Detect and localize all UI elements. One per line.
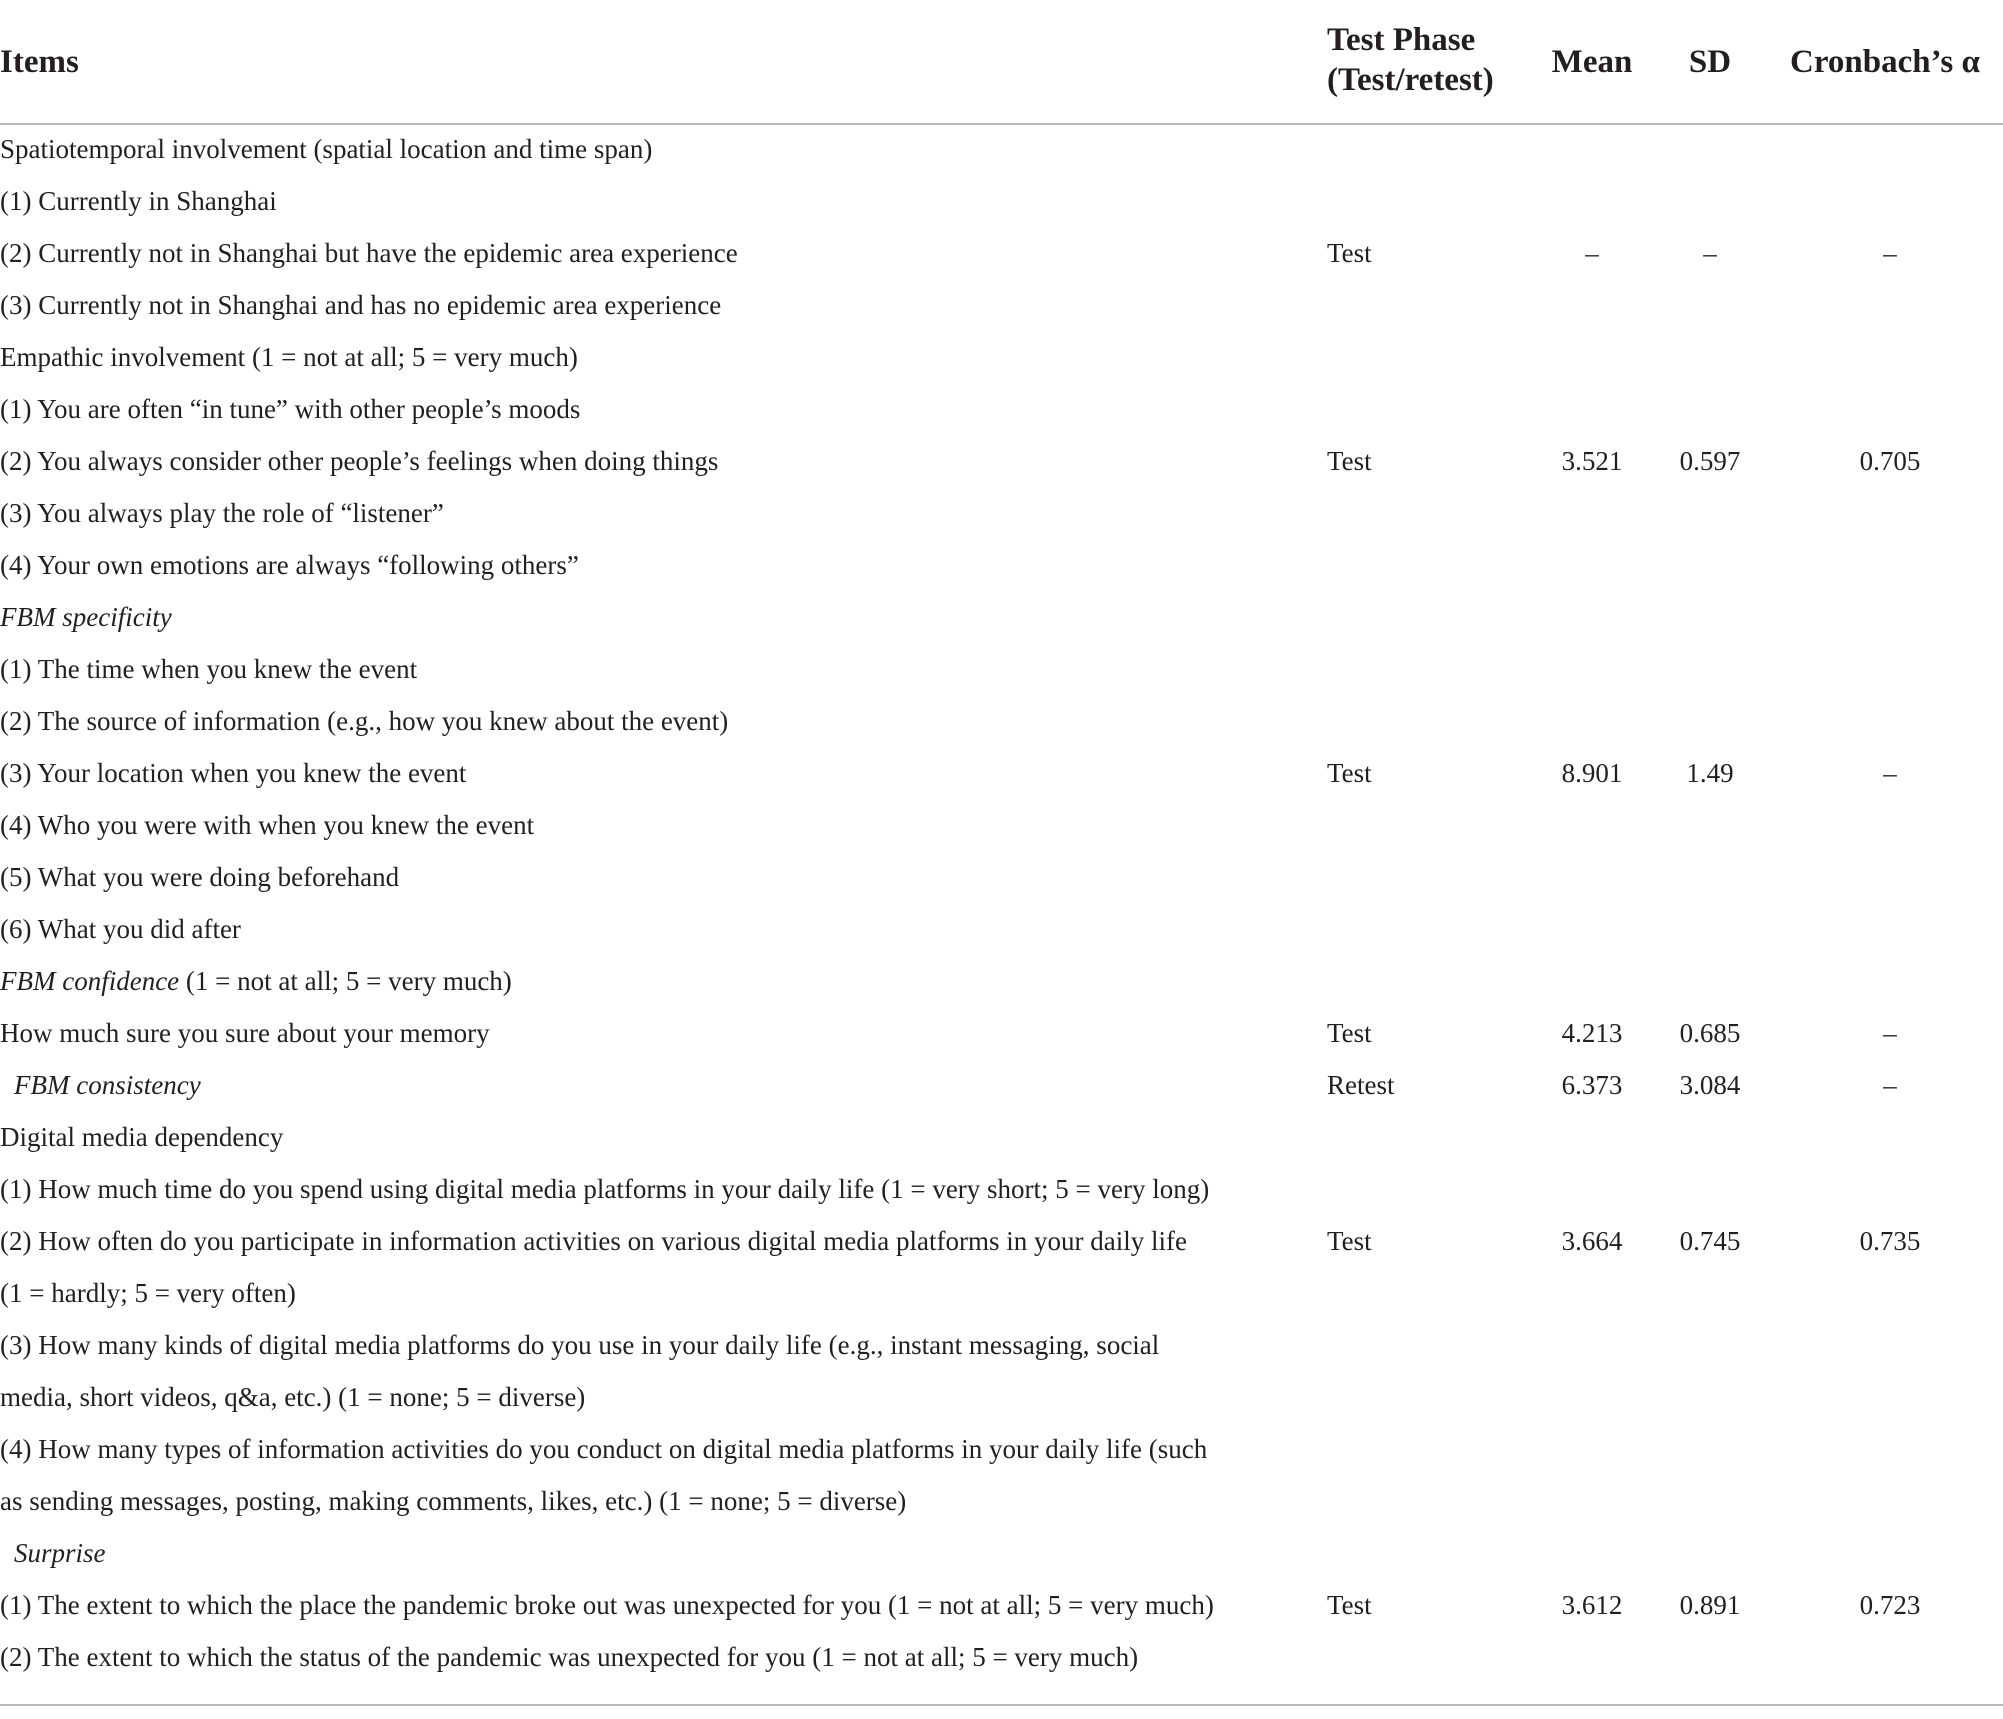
item-cell: (3) You always play the role of “listener” [0, 498, 444, 528]
table-row [0, 487, 2003, 539]
phase-cell: Test [1327, 446, 1372, 476]
alpha-cell: – [1883, 1070, 1897, 1100]
item-cell: (4) How many types of information activities do you conduct on digital media platforms in your daily life (such [0, 1434, 1208, 1464]
sd-cell: 0.597 [1679, 446, 1741, 476]
table-row [0, 799, 2003, 851]
mean-cell: 3.612 [1561, 1590, 1623, 1620]
sd-cell: 0.891 [1679, 1590, 1741, 1620]
table-row [0, 1215, 2003, 1267]
table-row [0, 1579, 2003, 1631]
table-row [0, 383, 2003, 435]
item-cell: (1) The extent to which the place the pandemic broke out was unexpected for you (1 = not at all; 5 = very much) [0, 1590, 1214, 1620]
alpha-cell: – [1883, 758, 1897, 788]
column-header-items: Items [0, 44, 79, 80]
table-row [0, 1371, 2003, 1423]
table-row [0, 903, 2003, 955]
table-row [0, 1163, 2003, 1215]
table-row [0, 1319, 2003, 1371]
alpha-cell: – [1883, 1018, 1897, 1048]
table-row [0, 1631, 2003, 1683]
table-row [0, 1059, 2003, 1111]
item-cell: Digital media dependency [0, 1122, 284, 1152]
item-cell: (2) Currently not in Shanghai but have the epidemic area experience [0, 238, 738, 268]
column-header-mean: Mean [1551, 44, 1633, 80]
item-cell: (3) How many kinds of digital media platforms do you use in your daily life (e.g., instant messaging, social [0, 1330, 1160, 1360]
item-cell: (3) Your location when you knew the event [0, 758, 467, 788]
alpha-cell: 0.735 [1859, 1226, 1921, 1256]
item-cell: (3) Currently not in Shanghai and has no epidemic area experience [0, 290, 722, 320]
table-row [0, 435, 2003, 487]
item-cell: FBM specificity [0, 602, 172, 632]
table-row [0, 955, 2003, 1007]
alpha-cell: 0.705 [1859, 446, 1921, 476]
column-header-alpha: Cronbach’s α [1790, 44, 1980, 80]
column-header-phase-line2: (Test/retest) [1327, 62, 1494, 98]
phase-cell: Test [1327, 1018, 1372, 1048]
mean-cell: 4.213 [1561, 1018, 1623, 1048]
table-header [0, 0, 2003, 123]
item-cell: (2) The extent to which the status of the pandemic was unexpected for you (1 = not at all; 5 = very much) [0, 1642, 1139, 1672]
item-cell [0, 955, 512, 1007]
table-row [0, 851, 2003, 903]
item-cell: (2) You always consider other people’s feelings when doing things [0, 446, 719, 476]
column-header-phase-line1: Test Phase [1327, 22, 1476, 58]
item-cell: Spatiotemporal involvement (spatial location and time span) [0, 134, 653, 164]
alpha-cell: 0.723 [1859, 1590, 1921, 1620]
phase-cell: Test [1327, 1226, 1372, 1256]
item-cell: (2) The source of information (e.g., how you knew about the event) [0, 706, 729, 736]
phase-cell: Test [1327, 1590, 1372, 1620]
mean-cell: 8.901 [1561, 758, 1623, 788]
table-row [0, 643, 2003, 695]
phase-cell: Test [1327, 758, 1372, 788]
sd-cell: 0.685 [1679, 1018, 1741, 1048]
table-row [0, 539, 2003, 591]
item-cell: How much sure you sure about your memory [0, 1018, 490, 1048]
table-row [0, 123, 2003, 175]
item-cell: (1) The time when you knew the event [0, 654, 418, 684]
table-row [0, 331, 2003, 383]
item-cell: (4) Your own emotions are always “following others” [0, 550, 579, 580]
table-row [0, 227, 2003, 279]
item-cell: (6) What you did after [0, 914, 241, 944]
item-cell: (5) What you were doing beforehand [0, 862, 400, 892]
mean-cell: 3.521 [1561, 446, 1623, 476]
item-cell: (1) You are often “in tune” with other people’s moods [0, 394, 581, 424]
table-row [0, 1007, 2003, 1059]
item-cell: media, short videos, q&a, etc.) (1 = none; 5 = diverse) [0, 1382, 586, 1412]
column-header-sd: SD [1688, 44, 1732, 80]
sd-cell: 3.084 [1679, 1070, 1741, 1100]
table-row [0, 1475, 2003, 1527]
column-header-phase [1327, 20, 1494, 100]
sd-cell: 0.745 [1679, 1226, 1741, 1256]
item-cell: (1) How much time do you spend using digital media platforms in your daily life (1 = very short; 5 = very long) [0, 1174, 1210, 1204]
alpha-cell: – [1883, 238, 1897, 268]
bottom-rule [0, 1704, 2003, 1706]
table-row [0, 1267, 2003, 1319]
item-cell: as sending messages, posting, making comments, likes, etc.) (1 = none; 5 = diverse) [0, 1486, 907, 1516]
table-row [0, 279, 2003, 331]
item-italic-part: FBM confidence [0, 966, 180, 996]
item-cell: (2) How often do you participate in information activities on various digital media platforms in your daily life [0, 1226, 1187, 1256]
item-cell: Surprise [14, 1538, 106, 1568]
item-cell: (1) Currently in Shanghai [0, 186, 277, 216]
table-row [0, 1423, 2003, 1475]
table-row [0, 1111, 2003, 1163]
phase-cell: Retest [1327, 1070, 1395, 1100]
table-row [0, 175, 2003, 227]
item-rest-part: (1 = not at all; 5 = very much) [179, 966, 512, 996]
table-row [0, 1527, 2003, 1579]
mean-cell: 6.373 [1561, 1070, 1623, 1100]
table-row [0, 591, 2003, 643]
mean-cell: 3.664 [1561, 1226, 1623, 1256]
mean-cell: – [1585, 238, 1599, 268]
sd-cell: – [1703, 238, 1717, 268]
item-cell: FBM consistency [14, 1070, 201, 1100]
item-cell: Empathic involvement (1 = not at all; 5 = very much) [0, 342, 578, 372]
item-cell: (4) Who you were with when you knew the event [0, 810, 535, 840]
phase-cell: Test [1327, 238, 1372, 268]
table-row [0, 695, 2003, 747]
table-row [0, 747, 2003, 799]
item-cell: (1 = hardly; 5 = very often) [0, 1278, 296, 1308]
sd-cell: 1.49 [1686, 758, 1734, 788]
